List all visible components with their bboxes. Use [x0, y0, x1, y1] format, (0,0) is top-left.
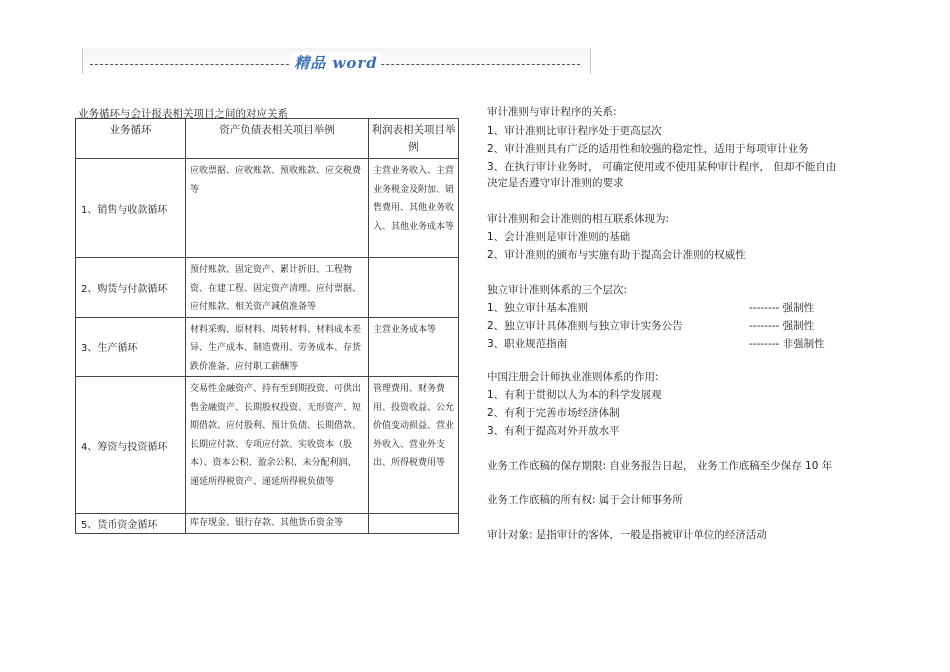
table-row	[76, 317, 459, 377]
cell-cycle: 3、生产循环	[76, 317, 186, 377]
paragraph-ownership: 业务工作底稿的所有权: 属于会计师事务所	[487, 494, 683, 506]
s1-item-3a: 3、在执行审计业务时， 可确定使用或不使用某种审计程序， 但却不能自由	[487, 161, 837, 173]
s3-item-3: 3、职业规范指南	[487, 338, 568, 350]
s3-title: 独立审计准则体系的三个层次:	[487, 284, 628, 296]
table-header-row	[76, 119, 459, 159]
s3-item-2-tag: -------- 强制性	[749, 320, 815, 332]
s1-item-1: 1、审计准则比审计程序处于更高层次	[487, 125, 662, 137]
s4-item-3: 3、有利于提高对外开放水平	[487, 425, 620, 437]
table-row	[76, 159, 459, 258]
cell-income: 管理费用、财务费用、投资收益、公允价值变动损益、营业外收入、营业外支出、所得税费用等	[369, 377, 459, 514]
cell-income: 主营业务成本等	[369, 317, 459, 377]
paragraph-audit-object: 审计对象: 是指审计的客体，一般是指被审计单位的经济活动	[487, 529, 767, 541]
s4-title: 中国注册会计师执业准则体系的作用:	[487, 371, 659, 383]
cell-balance: 交易性金融资产、持有至到期投资、可供出售金融资产、长期股权投资、无形资产、短期借款、应付股利、预计负债、长期借款、长期应付款、专项应付款、实收资本（股本）、资本公积、盈余公积、未分配利润、递延所得税资产、递延所得税负债等	[186, 377, 369, 514]
s3-item-2: 2、独立审计具体准则与独立审计实务公告	[487, 320, 683, 332]
s2-title: 审计准则和会计准则的相互联系体现为:	[487, 213, 670, 225]
s4-item-1: 1、有利于贯彻以人为本的科学发展观	[487, 389, 662, 401]
cell-cycle: 2、购货与付款循环	[76, 258, 186, 318]
s2-item-2: 2、审计准则的颁布与实施有助于提高会计准则的权威性	[487, 249, 746, 261]
cell-cycle: 1、销售与收款循环	[76, 159, 186, 258]
s1-title: 审计准则与审计程序的关系:	[487, 106, 617, 118]
cell-income	[369, 258, 459, 318]
cell-cycle: 5、货币资金循环	[76, 514, 186, 534]
cell-income	[369, 514, 459, 534]
s3-item-1-tag: -------- 强制性	[749, 302, 815, 314]
s3-item-3-tag: -------- 非强制性	[749, 338, 825, 350]
cell-balance: 库存现金、银行存款、其他货币资金等	[186, 514, 369, 534]
s3-item-1: 1、独立审计基本准则	[487, 302, 589, 314]
s2-item-1: 1、会计准则是审计准则的基础	[487, 231, 631, 243]
s1-item-3b: 决定是否遵守审计准则的要求	[487, 177, 624, 189]
cell-income: 主营业务收入、主营业务税金及附加、销售费用、其他业务收入、其他业务成本等	[369, 159, 459, 258]
cycle-table	[75, 118, 459, 534]
header-title: 精品 word	[291, 52, 381, 74]
s4-item-2: 2、有利于完善市场经济体制	[487, 407, 620, 419]
table-row	[76, 514, 459, 534]
table-caption: 业务循环与会计报表相关项目之间的对应关系	[78, 108, 288, 120]
paragraph-retention: 业务工作底稿的保存期限: 自业务报告日起， 业务工作底稿至少保存 10 年	[487, 460, 833, 472]
cell-balance: 材料采购、原材料、周转材料、材料成本差异、生产成本、制造费用、劳务成本、存货跌价准备、应付职工薪酬等	[186, 317, 369, 377]
cell-balance: 应收票据、应收账款、预收账款、应交税费等	[186, 159, 369, 258]
table-row	[76, 258, 459, 318]
cell-cycle: 4、筹资与投资循环	[76, 377, 186, 514]
table-row	[76, 377, 459, 514]
header-income: 利润表相关项目举例	[369, 119, 459, 159]
header-balance: 资产负债表相关项目举例	[186, 119, 369, 159]
header-cycle: 业务循环	[76, 119, 186, 159]
s1-item-2: 2、审计准则具有广泛的适用性和较强的稳定性，适用于每项审计业务	[487, 143, 809, 155]
cell-balance: 预付账款、固定资产、累计折旧、工程物资、在建工程、固定资产清理、应付票据、应付账款、相关资产减值准备等	[186, 258, 369, 318]
